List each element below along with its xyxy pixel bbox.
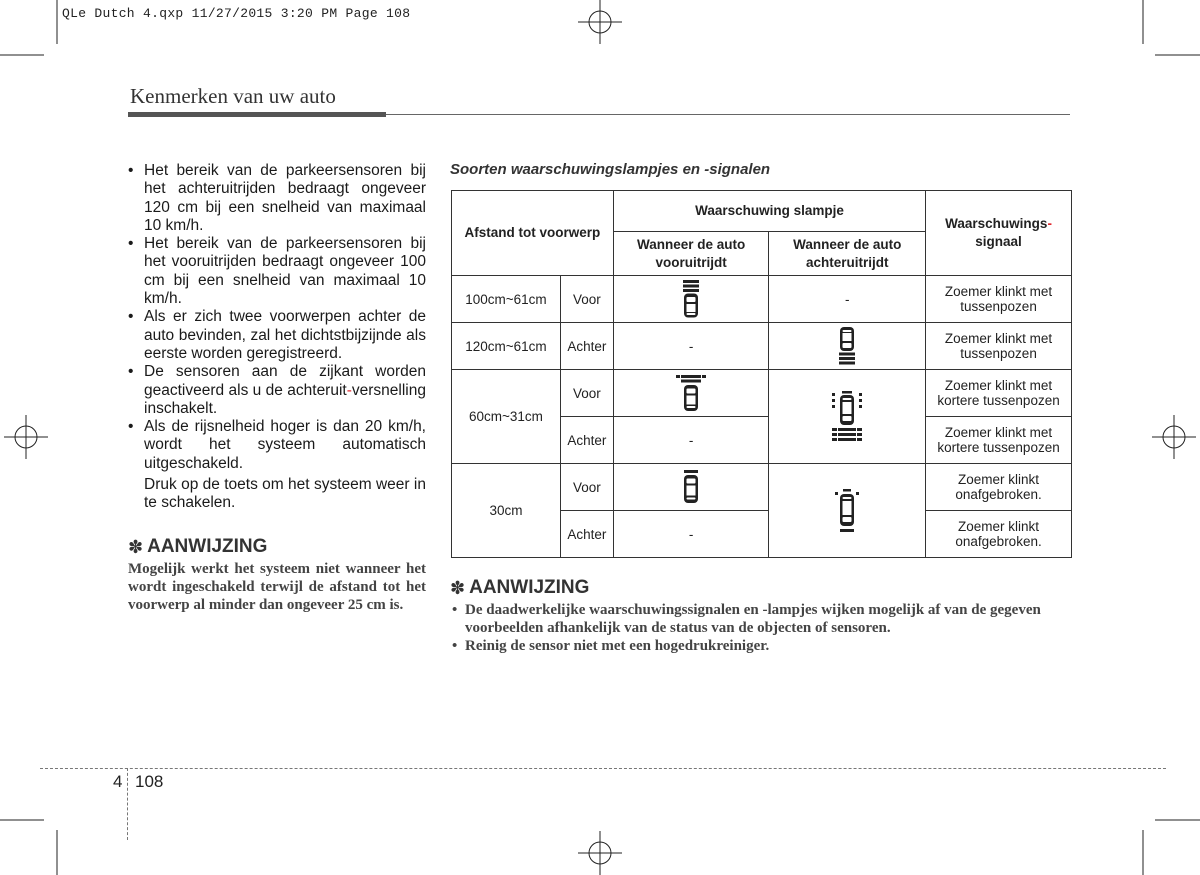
cell-direction: Voor (560, 464, 613, 511)
asterisk-icon: ✽ (450, 577, 466, 598)
cell-direction: Achter (560, 417, 613, 464)
car-rear-sensor-icon (834, 326, 860, 366)
cell-forward-icon (613, 464, 769, 511)
car-close-rear-sides-icon (830, 488, 864, 534)
cell-reverse-empty: - (769, 276, 926, 323)
cell-distance: 30cm (452, 464, 561, 558)
registration-mark-left (4, 415, 48, 459)
hyphen-mark: - (346, 381, 352, 399)
cell-reverse-icon (769, 370, 926, 464)
page-number-value: 108 (135, 772, 164, 791)
cell-signal: Zoemer klinkt onafgebroken. (926, 511, 1072, 558)
note-box-left (128, 536, 426, 614)
cell-signal: Zoemer klinkt met tussenpozen (926, 323, 1072, 370)
bullet-text-cont: versnelling inschakelt. (144, 381, 426, 417)
title-rule-line (386, 114, 1070, 115)
cell-forward-empty: - (613, 417, 769, 464)
note-list-item: • De daadwerkelijke waarschuwingssignalen en -lampjes wijken mogelijk af van de gegeven voorbeelden afhankelijk van de status van de objecten of sensoren. (450, 601, 1072, 637)
cell-forward-empty: - (613, 323, 769, 370)
cell-signal: Zoemer klinkt onafgebroken. (926, 464, 1072, 511)
note-heading (128, 536, 426, 558)
note-box-right (450, 577, 1072, 655)
cell-forward-icon (613, 370, 769, 417)
print-header: QLe Dutch 4.qxp 11/27/2015 3:20 PM Page 108 (62, 6, 411, 21)
bullet-text: De sensoren aan de zijkant worden geactiveerd als u de achteruit (144, 363, 426, 399)
bullet-item: • Als er zich twee voorwerpen achter de auto bevinden, zal het dichtstbijzijnde als eerste worden geregistreerd. (128, 308, 426, 363)
cell-reverse-icon (769, 323, 926, 370)
page-number (113, 772, 163, 792)
cell-distance: 120cm~61cm (452, 323, 561, 370)
warning-table (451, 190, 1072, 558)
section-title: Kenmerken van uw auto (130, 84, 336, 108)
table-caption: Soorten waarschuwingslampjes en -signalen (450, 161, 771, 178)
cell-forward-icon (613, 276, 769, 323)
header-reverse: Wanneer de auto achteruitrijdt (769, 232, 926, 276)
cell-distance: 60cm~31cm (452, 370, 561, 464)
note-list (450, 601, 1072, 655)
sub-paragraph: Druk op de toets om het systeem weer in te schakelen. (144, 476, 426, 512)
note-body: Mogelijk werkt het systeem niet wanneer het wordt ingeschakeld terwijl de afstand tot het voorwerp al minder dan ongeveer 25 cm is. (128, 561, 426, 613)
cell-reverse-icon (769, 464, 926, 558)
footer-divider (40, 768, 1166, 769)
car-front-sides-sensor-icon (674, 373, 708, 413)
cell-direction: Achter (560, 323, 613, 370)
car-rear-sides-sensor-icon (829, 389, 865, 445)
registration-mark-top (578, 0, 622, 44)
note-list-item: • Reinig de sensor niet met een hogedrukreiniger. (450, 637, 1072, 655)
header-signal-text-2: signaal (975, 234, 1022, 249)
header-lamp: Waarschuwing slampje (613, 191, 925, 232)
registration-mark-bottom (578, 831, 622, 875)
car-close-front-icon (678, 469, 704, 505)
header-signal-text: Waarschuwings (945, 216, 1048, 231)
cell-forward-empty: - (613, 511, 769, 558)
bullet-item: • Het bereik van de parkeersensoren bij het vooruitrijden bedraagt ongeveer 100 cm bij een snelheid van maximaal 10 km/h. (128, 235, 426, 308)
cell-signal: Zoemer klinkt met kortere tussenpozen (926, 370, 1072, 417)
header-distance: Afstand tot voorwerp (452, 191, 614, 276)
asterisk-icon: ✽ (128, 536, 144, 557)
cell-signal: Zoemer klinkt met tussenpozen (926, 276, 1072, 323)
header-signal (926, 191, 1072, 276)
cell-signal: Zoemer klinkt met kortere tussenpozen (926, 417, 1072, 464)
bullet-item: • Als de rijsnelheid hoger is dan 20 km/h, wordt het systeem automatisch uitgeschakeld. (128, 418, 426, 473)
note-heading-text: AANWIJZING (469, 577, 590, 598)
cell-direction: Voor (560, 370, 613, 417)
title-rule (128, 112, 386, 117)
cell-direction: Achter (560, 511, 613, 558)
registration-mark-right (1152, 415, 1196, 459)
chapter-number: 4 (113, 772, 123, 791)
note-heading-text: AANWIJZING (147, 536, 268, 557)
left-column (128, 162, 426, 513)
header-forward: Wanneer de auto vooruitrijdt (613, 232, 769, 276)
note-heading (450, 577, 1072, 599)
bullet-item (128, 363, 426, 418)
bullet-item: • Het bereik van de parkeersensoren bij het achteruitrijden bedraagt ongeveer 120 cm bij een snelheid van maximaal 10 km/h. (128, 162, 426, 235)
car-front-sensor-icon (678, 279, 704, 319)
cell-direction: Voor (560, 276, 613, 323)
cell-distance: 100cm~61cm (452, 276, 561, 323)
hyphen-mark: - (1047, 216, 1052, 231)
